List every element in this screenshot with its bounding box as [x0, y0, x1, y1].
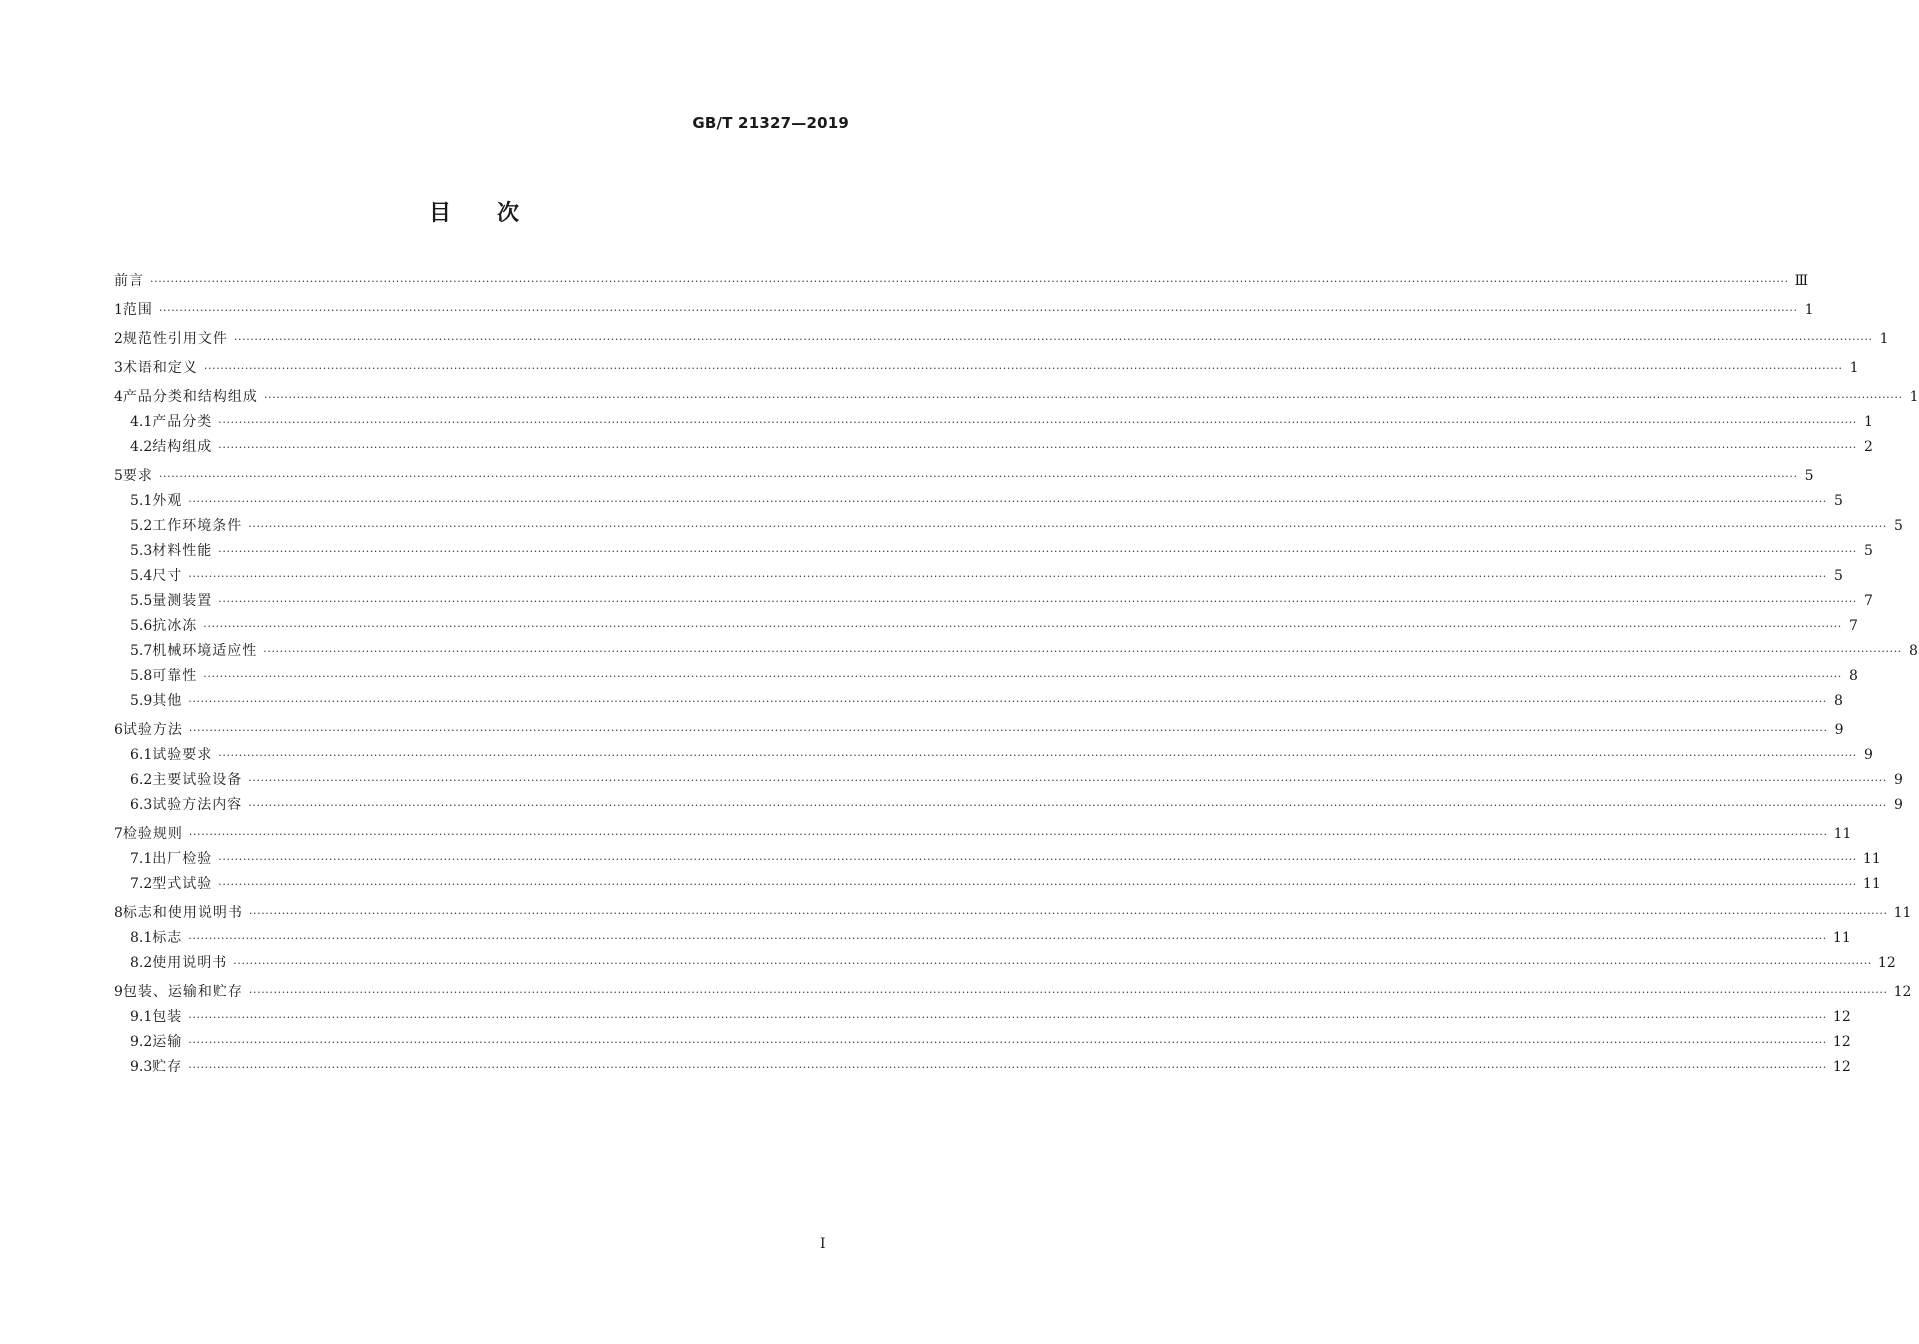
toc-dot-leader: ················································································································································································································································································································································································································ [188, 828, 1828, 841]
toc-entry-title: 其他 [152, 693, 183, 709]
toc-entry-page: 12 [1832, 1009, 1851, 1025]
toc-entry-number: 8 [114, 905, 123, 921]
toc-entry-page: 5 [1833, 568, 1843, 584]
toc-entry-title: 使用说明书 [152, 955, 228, 971]
toc-entry-number: 7.2 [130, 876, 153, 892]
toc-entry-number: 5.3 [130, 543, 153, 559]
toc-entry-number: 9.2 [130, 1034, 153, 1050]
toc-entry-page: 7 [1848, 618, 1858, 634]
toc-dot-leader: ················································································································································································································································································································································································································ [188, 695, 1827, 708]
toc-entry-title: 术语和定义 [122, 360, 198, 376]
toc-entry-title: 要求 [122, 468, 153, 484]
toc-entry-page: 9 [1834, 722, 1844, 738]
toc-entry-number: 1 [114, 302, 123, 318]
toc-entry-number: 5.6 [130, 618, 153, 634]
toc-entry[interactable] [114, 872, 1881, 897]
toc-entry-number: 5.4 [130, 568, 153, 584]
toc-entry-title: 试验方法内容 [152, 797, 243, 813]
toc-dot-leader: ················································································································································································································································································································································································································ [150, 275, 1789, 288]
toc-entry-page: 9 [1893, 772, 1903, 788]
toc-entry[interactable] [114, 327, 1889, 352]
toc-entry[interactable] [114, 1030, 1851, 1055]
toc-entry-number: 8.2 [130, 955, 153, 971]
toc-entry-page: 11 [1893, 905, 1912, 921]
toc-entry-number: 6.1 [130, 747, 153, 763]
toc-entry-title: 标志和使用说明书 [122, 905, 243, 921]
toc-entry[interactable] [114, 951, 1896, 976]
toc-entry-page: 1 [1804, 302, 1814, 318]
toc-entry-page: Ⅲ [1794, 273, 1809, 289]
toc-entry-title: 产品分类 [152, 414, 213, 430]
toc-dot-leader: ················································································································································································································································································································································································································ [263, 391, 1903, 404]
toc-entry[interactable] [114, 564, 1843, 589]
toc-entry-page: 12 [1893, 984, 1912, 1000]
page-number: I [820, 1236, 826, 1252]
toc-dot-leader: ················································································································································································································································································································································································································ [218, 749, 1857, 762]
toc-dot-leader: ················································································································································································································································································································································································································ [218, 416, 1857, 429]
toc-dot-leader: ················································································································································································································································································································································································································ [188, 1011, 1827, 1024]
toc-entry-title: 外观 [152, 493, 183, 509]
toc-dot-leader: ················································································································································································································································································································································································································ [233, 957, 1872, 970]
toc-entry-page: 1 [1849, 360, 1859, 376]
toc-dot-leader: ················································································································································································································································································································································································································ [188, 570, 1827, 583]
toc-entry-page: 7 [1863, 593, 1873, 609]
toc-entry[interactable] [114, 743, 1873, 768]
toc-entry-title: 运输 [152, 1034, 183, 1050]
toc-entry-number: 2 [114, 331, 123, 347]
toc-entry[interactable] [114, 589, 1873, 614]
toc-entry[interactable] [114, 614, 1858, 639]
toc-entry[interactable] [114, 356, 1859, 381]
toc-dot-leader: ················································································································································································································································································································································································································ [158, 470, 1798, 483]
toc-entry-number: 5.5 [130, 593, 153, 609]
toc-entry-title: 前言 [114, 273, 144, 289]
toc-entry-number: 6.2 [130, 772, 153, 788]
toc-entry[interactable] [114, 385, 1919, 410]
toc-entry[interactable] [114, 464, 1814, 489]
toc-entry[interactable] [114, 489, 1843, 514]
toc-entry[interactable] [114, 793, 1903, 818]
toc-entry-title: 抗冰冻 [152, 618, 198, 634]
toc-entry-page: 9 [1893, 797, 1903, 813]
toc-entry-number: 6 [114, 722, 123, 738]
toc-dot-leader: ················································································································································································································································································································································································································ [203, 620, 1842, 633]
toc-entry-number: 6.3 [130, 797, 153, 813]
toc-entry-title: 包装 [152, 1009, 183, 1025]
toc-entry[interactable] [114, 1055, 1851, 1080]
toc-entry-page: 8 [1908, 643, 1918, 659]
toc-entry-number: 9 [114, 984, 123, 1000]
toc-entry[interactable] [114, 664, 1858, 689]
toc-entry-page: 12 [1877, 955, 1896, 971]
toc-entry[interactable] [114, 768, 1903, 793]
toc-entry-title: 结构组成 [152, 439, 213, 455]
toc-entry-number: 9.1 [130, 1009, 153, 1025]
toc-entry[interactable] [114, 410, 1873, 435]
toc-entry[interactable] [114, 269, 1809, 294]
toc-entry[interactable] [114, 847, 1881, 872]
toc-dot-leader: ················································································································································································································································································································································································································ [248, 799, 1887, 812]
toc-entry-page: 1 [1879, 331, 1889, 347]
toc-entry-page: 8 [1833, 693, 1843, 709]
toc-entry-page: 2 [1863, 439, 1873, 455]
toc-entry-title: 机械环境适应性 [152, 643, 258, 659]
toc-dot-leader: ················································································································································································································································································································································································································ [218, 545, 1857, 558]
toc-entry[interactable] [114, 901, 1912, 926]
toc-entry-title: 可靠性 [152, 668, 198, 684]
toc-entry-title: 包装、运输和贮存 [122, 984, 243, 1000]
toc-dot-leader: ················································································································································································································································································································································································································ [263, 645, 1902, 658]
toc-dot-leader: ················································································································································································································································································································································································································ [248, 774, 1887, 787]
toc-dot-leader: ················································································································································································································································································································································································································ [158, 304, 1798, 317]
toc-dot-leader: ················································································································································································································································································································································································································ [218, 878, 1857, 891]
toc-entry[interactable] [114, 718, 1844, 743]
toc-entry-number: 7.1 [130, 851, 153, 867]
toc-entry-title: 材料性能 [152, 543, 213, 559]
toc-entry-number: 5.7 [130, 643, 153, 659]
toc-entry-page: 11 [1832, 930, 1851, 946]
toc-entry[interactable] [114, 435, 1873, 460]
toc-entry-page: 1 [1909, 389, 1919, 405]
toc-entry-number: 9.3 [130, 1059, 153, 1075]
toc-entry-page: 5 [1804, 468, 1814, 484]
toc-entry-title: 规范性引用文件 [122, 331, 228, 347]
toc-entry-title: 标志 [152, 930, 183, 946]
toc-entry-number: 8.1 [130, 930, 153, 946]
toc-entry[interactable] [114, 926, 1851, 951]
toc-entry-title: 尺寸 [152, 568, 183, 584]
toc-dot-leader: ················································································································································································································································································································································································································ [188, 495, 1827, 508]
toc-entry-page: 12 [1832, 1034, 1851, 1050]
toc-entry-page: 8 [1848, 668, 1858, 684]
toc-dot-leader: ················································································································································································································································································································································································································ [248, 986, 1888, 999]
toc-entry[interactable] [114, 639, 1918, 664]
toc-entry-number: 7 [114, 826, 123, 842]
toc-dot-leader: ················································································································································································································································································································································································································ [233, 333, 1873, 346]
toc-entry-number: 5.9 [130, 693, 153, 709]
toc-dot-leader: ················································································································································································································································································································································································································ [218, 853, 1857, 866]
toc-entry-number: 5.2 [130, 518, 153, 534]
toc-entry-page: 1 [1863, 414, 1873, 430]
toc-entry-title: 主要试验设备 [152, 772, 243, 788]
toc-dot-leader: ················································································································································································································································································································································································································ [188, 724, 1828, 737]
toc-entry-number: 4 [114, 389, 123, 405]
toc-entry-number: 5 [114, 468, 123, 484]
toc-entry-page: 5 [1893, 518, 1903, 534]
toc-entry[interactable] [114, 1005, 1851, 1030]
toc-entry[interactable] [114, 689, 1843, 714]
toc-dot-leader: ················································································································································································································································································································································································································ [203, 362, 1843, 375]
toc-dot-leader: ················································································································································································································································································································································································································ [248, 907, 1888, 920]
toc-entry-page: 12 [1832, 1059, 1851, 1075]
toc-entry-title: 产品分类和结构组成 [122, 389, 258, 405]
toc-entry-page: 11 [1833, 826, 1852, 842]
toc-entry[interactable] [114, 298, 1814, 323]
toc-entry-number: 3 [114, 360, 123, 376]
toc-entry[interactable] [114, 539, 1873, 564]
toc-dot-leader: ················································································································································································································································································································································································································ [203, 670, 1842, 683]
toc-entry-title: 量测装置 [152, 593, 213, 609]
toc-entry-title: 贮存 [152, 1059, 183, 1075]
standard-number: GB/T 21327—2019 [692, 114, 849, 132]
toc-entry-number: 4.2 [130, 439, 153, 455]
toc-dot-leader: ················································································································································································································································································································································································································ [188, 1036, 1827, 1049]
toc-entry-title: 试验要求 [152, 747, 213, 763]
title-char-1: 目 [428, 201, 453, 226]
toc-entry-title: 出厂检验 [152, 851, 213, 867]
page-title [0, 196, 950, 227]
toc-entry-number: 4.1 [130, 414, 153, 430]
toc-entry-title: 检验规则 [122, 826, 183, 842]
toc-entry[interactable] [114, 514, 1903, 539]
toc-dot-leader: ················································································································································································································································································································································································································ [188, 932, 1827, 945]
toc-entry-title: 范围 [122, 302, 153, 318]
table-of-contents [114, 269, 1919, 1080]
toc-entry-page: 11 [1862, 876, 1881, 892]
toc-entry-page: 11 [1862, 851, 1881, 867]
toc-dot-leader: ················································································································································································································································································································································································································ [218, 595, 1857, 608]
toc-entry-number: 5.1 [130, 493, 153, 509]
toc-dot-leader: ················································································································································································································································································································································································································ [248, 520, 1887, 533]
toc-entry-page: 5 [1833, 493, 1843, 509]
toc-entry-page: 5 [1863, 543, 1873, 559]
toc-entry-title: 型式试验 [152, 876, 213, 892]
toc-entry-title: 工作环境条件 [152, 518, 243, 534]
toc-dot-leader: ················································································································································································································································································································································································································ [188, 1061, 1827, 1074]
title-char-2: 次 [497, 201, 522, 226]
toc-entry[interactable] [114, 822, 1852, 847]
toc-dot-leader: ················································································································································································································································································································································································································ [218, 441, 1857, 454]
toc-entry-title: 试验方法 [122, 722, 183, 738]
toc-entry-number: 5.8 [130, 668, 153, 684]
toc-entry-page: 9 [1863, 747, 1873, 763]
toc-entry[interactable] [114, 980, 1912, 1005]
